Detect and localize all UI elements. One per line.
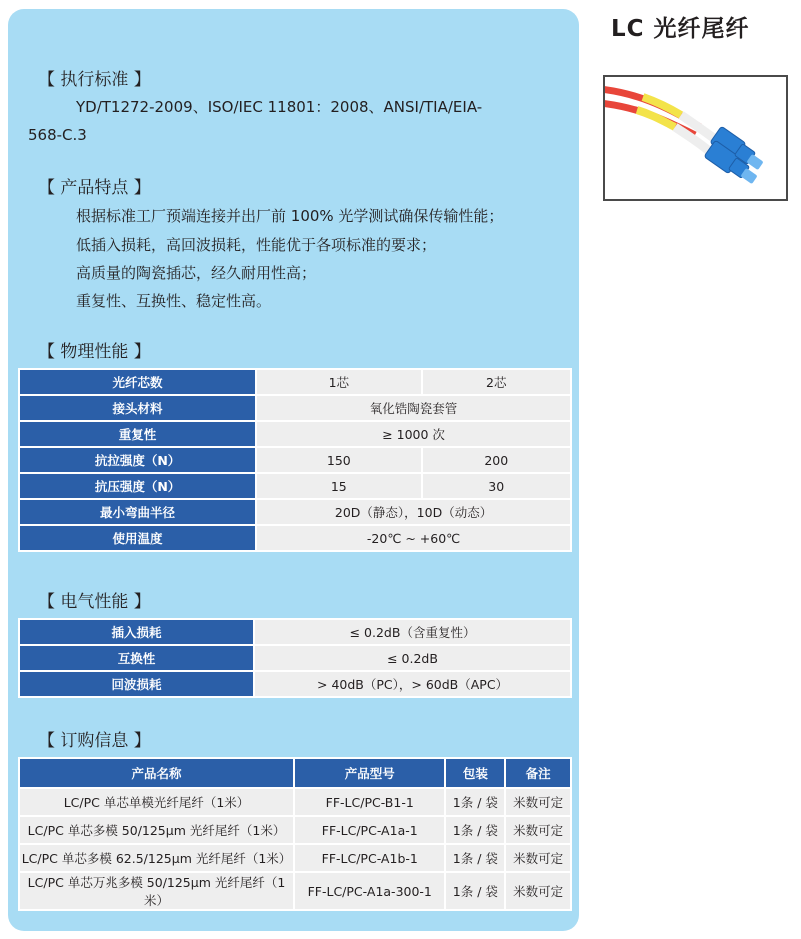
feature-item: 低插入损耗，高回波损耗，性能优于各项标准的要求； bbox=[76, 236, 437, 254]
row-label: 最小弯曲半径 bbox=[19, 499, 256, 525]
product-package: 1条 / 袋 bbox=[445, 872, 505, 910]
standards-line-1: YD/T1272-2009、ISO/IEC 11801：2008、ANSI/TIA/EIA- bbox=[76, 98, 483, 116]
product-photo bbox=[603, 75, 788, 201]
row-value: ≤ 0.2dB（含重复性） bbox=[254, 619, 571, 645]
ordering-table bbox=[18, 757, 572, 911]
row-value: ≥ 1000 次 bbox=[256, 421, 571, 447]
table-row bbox=[19, 499, 571, 525]
feature-item: 重复性、互换性、稳定性高。 bbox=[76, 292, 272, 310]
product-name: LC/PC 单芯万兆多模 50/125μm 光纤尾纤（1米） bbox=[19, 872, 294, 910]
row-label: 接头材料 bbox=[19, 395, 256, 421]
row-value: 氧化锆陶瓷套管 bbox=[256, 395, 571, 421]
column-header: 产品型号 bbox=[294, 758, 445, 788]
row-label: 光纤芯数 bbox=[19, 369, 256, 395]
table-row bbox=[19, 645, 571, 671]
table-row bbox=[19, 788, 571, 816]
product-note: 米数可定 bbox=[505, 816, 571, 844]
standards-line-2: 568-C.3 bbox=[28, 126, 87, 144]
product-name: LC/PC 单芯单模光纤尾纤（1米） bbox=[19, 788, 294, 816]
electrical-table bbox=[18, 618, 572, 698]
product-name: LC/PC 单芯多模 50/125μm 光纤尾纤（1米） bbox=[19, 816, 294, 844]
product-note: 米数可定 bbox=[505, 872, 571, 910]
product-model: FF-LC/PC-A1b-1 bbox=[294, 844, 445, 872]
row-label: 使用温度 bbox=[19, 525, 256, 551]
row-value: 200 bbox=[422, 447, 571, 473]
product-note: 米数可定 bbox=[505, 788, 571, 816]
product-package: 1条 / 袋 bbox=[445, 816, 505, 844]
row-label: 回波损耗 bbox=[19, 671, 254, 697]
table-row bbox=[19, 525, 571, 551]
ordering-heading: 【 订购信息 】 bbox=[38, 731, 151, 751]
electrical-heading: 【 电气性能 】 bbox=[38, 592, 151, 612]
product-note: 米数可定 bbox=[505, 844, 571, 872]
row-value: 15 bbox=[256, 473, 421, 499]
product-package: 1条 / 袋 bbox=[445, 788, 505, 816]
product-title: LC 光纤尾纤 bbox=[611, 16, 750, 42]
table-header-row bbox=[19, 758, 571, 788]
row-label: 抗压强度（N） bbox=[19, 473, 256, 499]
row-label: 互换性 bbox=[19, 645, 254, 671]
row-value: -20℃ ~ +60℃ bbox=[256, 525, 571, 551]
column-header: 备注 bbox=[505, 758, 571, 788]
physical-table bbox=[18, 368, 572, 552]
row-label: 抗拉强度（N） bbox=[19, 447, 256, 473]
fiber-pigtail-image bbox=[605, 77, 786, 199]
table-row bbox=[19, 473, 571, 499]
row-value: 1芯 bbox=[256, 369, 421, 395]
row-value: ≤ 0.2dB bbox=[254, 645, 571, 671]
table-row bbox=[19, 671, 571, 697]
features-heading: 【 产品特点 】 bbox=[38, 178, 151, 198]
product-name: LC/PC 单芯多模 62.5/125μm 光纤尾纤（1米） bbox=[19, 844, 294, 872]
table-row bbox=[19, 816, 571, 844]
standards-text bbox=[28, 93, 563, 149]
row-value: 2芯 bbox=[422, 369, 571, 395]
table-row bbox=[19, 872, 571, 910]
row-label: 重复性 bbox=[19, 421, 256, 447]
table-row bbox=[19, 619, 571, 645]
table-row bbox=[19, 421, 571, 447]
row-value: 150 bbox=[256, 447, 421, 473]
standards-heading: 【 执行标准 】 bbox=[38, 70, 151, 90]
row-value: 20D（静态），10D（动态） bbox=[256, 499, 571, 525]
row-label: 插入损耗 bbox=[19, 619, 254, 645]
feature-item: 根据标准工厂预端连接并出厂前 100% 光学测试确保传输性能； bbox=[76, 207, 504, 225]
table-row bbox=[19, 447, 571, 473]
table-row bbox=[19, 844, 571, 872]
product-model: FF-LC/PC-A1a-300-1 bbox=[294, 872, 445, 910]
product-model: FF-LC/PC-A1a-1 bbox=[294, 816, 445, 844]
product-package: 1条 / 袋 bbox=[445, 844, 505, 872]
physical-heading: 【 物理性能 】 bbox=[38, 342, 151, 362]
feature-item: 高质量的陶瓷插芯，经久耐用性高； bbox=[76, 264, 317, 282]
row-value: > 40dB（PC），> 60dB（APC） bbox=[254, 671, 571, 697]
column-header: 产品名称 bbox=[19, 758, 294, 788]
row-value: 30 bbox=[422, 473, 571, 499]
product-model: FF-LC/PC-B1-1 bbox=[294, 788, 445, 816]
column-header: 包装 bbox=[445, 758, 505, 788]
table-row bbox=[19, 395, 571, 421]
table-row bbox=[19, 369, 571, 395]
